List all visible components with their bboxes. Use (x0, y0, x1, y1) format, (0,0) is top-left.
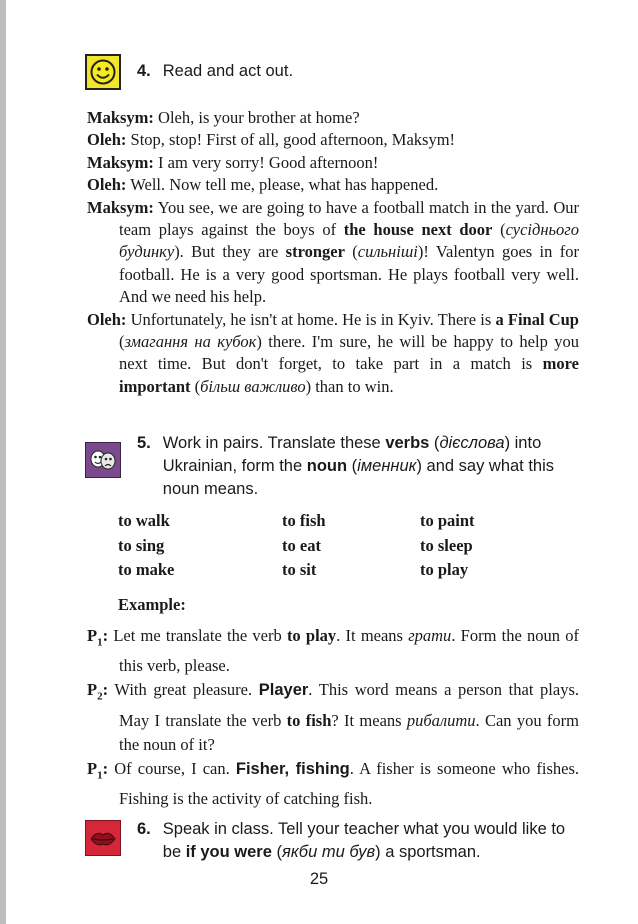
example-line: $P_2$: With great pleasure. Player. This word means a person that plays. May I translate the verb to fish? It means рибалити. Can you form the noun of it? (87, 680, 579, 754)
page-number: 25 (309, 870, 329, 888)
task-instruction: Work in pairs. Translate these verbs (дієслова) into Ukrainian, form the noun (іменник) and say what this noun means. (162, 434, 555, 498)
task-number: 6. (137, 820, 151, 838)
task-number: 5. (137, 434, 151, 452)
task-instruction: Read and act out. (162, 62, 294, 80)
dialogue (87, 107, 579, 398)
dialogue-line: Maksym: You see, we are going to have a football match in the yard. Our team plays against the boys of the house next door (сусіднього будинку). But they are stronger (сильніші)! Valentyn goes in for football. He is a very good sportsman. He plays football very well. And we need his help. (87, 197, 579, 307)
verb-item: to fish (282, 511, 326, 530)
verb-item: to make (118, 560, 175, 579)
dialogue-line: Maksym: Oleh, is your brother at home? (87, 108, 360, 127)
verb-item: to sing (118, 535, 165, 555)
dialogue-line: Oleh: Well. Now tell me, please, what has happened. (87, 175, 439, 195)
verb-item: to play (420, 560, 469, 579)
verb-item: to walk (118, 511, 170, 530)
verb-item: to sit (282, 560, 317, 579)
verb-item: to paint (420, 511, 475, 530)
verb-column (420, 509, 560, 583)
example-line: $P_1$: Of course, I can. Fisher, fishing. A fisher is someone who fishes. Fishing is the activity of catching fish. (87, 758, 579, 808)
smiley-face-icon (85, 54, 121, 90)
task-5-header (85, 432, 583, 501)
task-number: 4. (137, 62, 151, 80)
verb-column (118, 509, 258, 583)
example-dialogue (87, 624, 579, 811)
example-line: $P_1$: Let me translate the verb to play. It means грати. Form the noun of this verb, please. (87, 626, 579, 676)
example-label: Example: (118, 595, 186, 614)
masks-icon (85, 442, 121, 478)
verb-item: to eat (282, 535, 321, 555)
task-instruction: Speak in class. Tell your teacher what you would like to be if you were (якби ти був) a sportsman. (162, 820, 566, 861)
dialogue-line: Maksym: I am very sorry! Good afternoon! (87, 152, 379, 172)
page-edge (0, 0, 6, 924)
task-6-header (85, 818, 583, 864)
verb-item: to sleep (420, 535, 473, 555)
lips-icon (85, 820, 121, 856)
task-4-header (85, 54, 293, 90)
dialogue-line: Oleh: Stop, stop! First of all, good afternoon, Maksym! (87, 130, 456, 150)
verb-column (282, 509, 422, 583)
dialogue-line: Oleh: Unfortunately, he isn't at home. He is in Kyiv. There is a Final Cup (змагання на кубок) there. I'm sure, he will be happy to help you next time. But don't forget, to take part in a match is more important (більш важливо) than to win. (87, 309, 579, 396)
